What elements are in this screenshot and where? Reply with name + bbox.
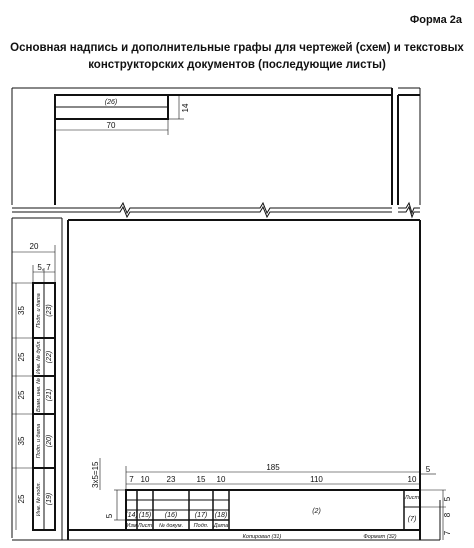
strip-field-num: (22) (46, 350, 53, 364)
format-label: Формат (32) (363, 534, 397, 540)
stamp-col-header: Изм (126, 523, 137, 529)
lower-frame (12, 218, 440, 540)
field-26-label: (26) (104, 99, 118, 106)
strip-field-label: Инв. № дубл. (36, 340, 42, 374)
stamp-col-dim: 15 (196, 475, 206, 484)
stamp-col-dim: 23 (166, 475, 176, 484)
stamp-col-num: (18) (214, 512, 228, 519)
stamp-col-num: (14) (125, 512, 138, 519)
strip-width-dim: 20 (29, 242, 39, 251)
strip-field-dim: 35 (17, 306, 26, 315)
stamp-margin-dim: 5 (425, 465, 431, 474)
stamp-right-dim: 7 (443, 530, 452, 536)
stamp-col-dim: 7 (129, 475, 134, 484)
strip-field-num: (20) (46, 434, 53, 448)
stamp-right-dim: 5 (443, 496, 452, 502)
stamp-overall-dim: 185 (266, 463, 280, 472)
stamp-col-num: (7) (407, 516, 417, 523)
kopiroval-label: Копировал (31) (242, 534, 282, 540)
stamp-col-dim: 10 (140, 475, 150, 484)
stamp-col-dim: 10 (216, 475, 226, 484)
title-line-2: конструкторских документов (последующие листы) (88, 59, 386, 71)
strip-field-dim: 35 (17, 436, 26, 446)
stamp-col-num: (2) (312, 508, 321, 515)
stamp-col-num: (15) (138, 512, 152, 519)
stamp-col-num: (17) (194, 512, 208, 519)
strip-field-dim: 25 (17, 352, 26, 362)
strip-sub-dims: 5, 7 (37, 263, 51, 272)
stamp-col-num: (16) (164, 512, 178, 519)
form-label: Форма 2а (409, 14, 462, 26)
strip-field-dim: 25 (17, 494, 26, 504)
stamp-col-header: № докум. (158, 523, 184, 529)
strip-field-label: Подп. и дата (36, 293, 42, 328)
strip-field-label: Инв. № подл. (36, 481, 42, 517)
field-26-width-dim: 70 (106, 121, 116, 130)
stamp-right-dim: 8 (443, 512, 452, 518)
stamp-height-dim: 3x5=15 (91, 461, 100, 488)
side-strip (12, 245, 55, 530)
stamp-col-header: Подп. (193, 523, 209, 529)
strip-field-label: Подп. и дата (36, 423, 42, 459)
title-line-1: Основная надпись и дополнительные графы для чертежей (схем) и текстовых (10, 42, 464, 54)
stamp-col-dim: 110 (310, 475, 323, 484)
stamp-col-header: Дата (213, 523, 229, 529)
strip-field-num: (23) (46, 304, 53, 317)
stamp-col-header: Лист (404, 495, 420, 501)
stamp-col-header: Лист (137, 523, 153, 529)
stamp-row-dim: 5 (105, 513, 114, 519)
strip-field-num: (21) (46, 388, 53, 402)
stamp-col-dim: 10 (407, 475, 417, 484)
field-26-height-dim: 14 (181, 103, 190, 113)
strip-field-dim: 25 (17, 390, 26, 400)
strip-field-num: (19) (46, 492, 53, 506)
strip-field-label: Взам. инв. № (36, 377, 42, 413)
